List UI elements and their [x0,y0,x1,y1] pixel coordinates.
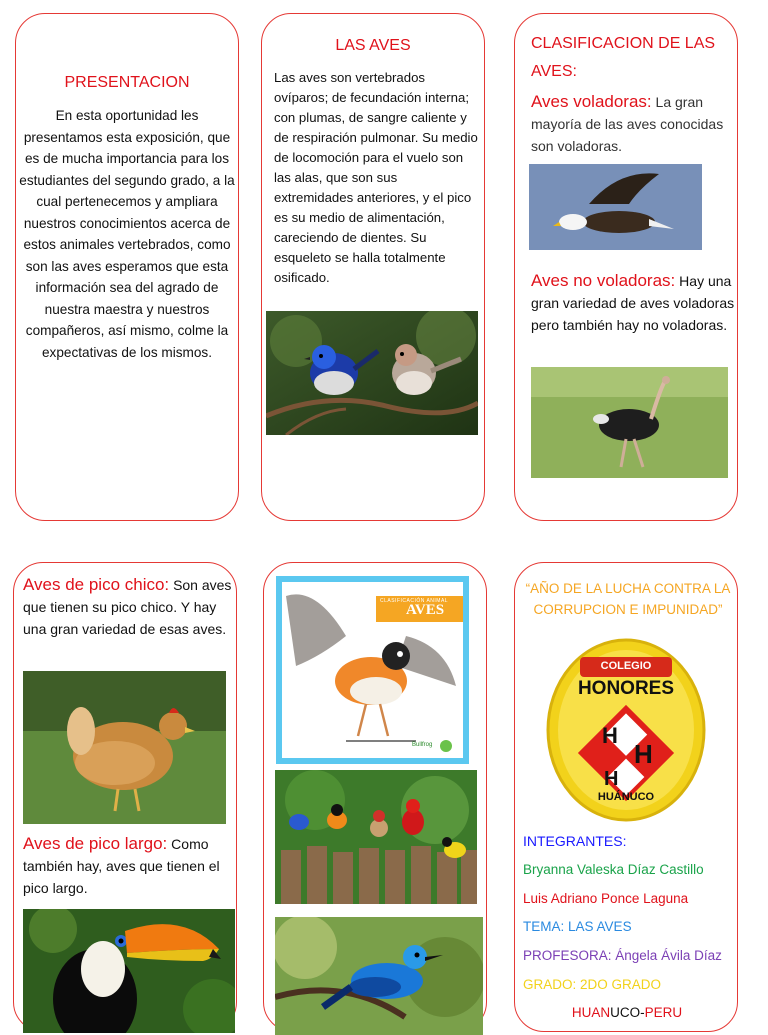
place-part-2: UCO- [610,1005,645,1020]
book-series: CLASIFICACIÓN ANIMAL [380,598,449,604]
flying-text: La gran mayoría de las aves conocidas son voladoras. [531,94,724,154]
clasificacion-title: CLASIFICACION DE LAS AVES: [531,35,716,80]
panel-clasificacion [514,13,738,521]
members-label: INTEGRANTES: [523,833,627,849]
tema-label: TEMA: [523,919,565,934]
svg-text:H: H [634,739,653,769]
svg-text:H: H [602,723,618,748]
presentacion-text: En esta oportunidad les presentamos esta exposición, que es de mucha importancia para los estudiantes del segundo grado, a la cual pertenecemos y ampliara nuestros conocimientos acerca de estos animales vertebrados, como son las aves esperamos que esta información sea del agrado de nuestra maestra y nuestros compañeros, así mismo, colme la expectativas de los mismos. [19,108,235,360]
profesora-value: Ángela Ávila Díaz [615,948,722,963]
panel-picos [13,562,237,1032]
book-title: AVES [406,602,445,618]
panel-imagenes [263,562,487,1032]
place-line [515,1005,739,1020]
ostrich-photo [531,367,728,478]
grado-label: GRADO: [523,977,577,992]
long-beak-section [23,833,235,899]
long-beak-label: Aves de pico largo: [23,834,168,853]
las-aves-text: Las aves son vertebrados ovíparos; de fecundación interna; con plumas, de sangre caliente y de respiración pulmonar. Su medio de locomoción para el vuelo son las alas, que son sus extremidades anteriores, y el pico es su medio de alimentación, careciendo de dientes. Su esqueleto se halla totalmente osificado. [274,70,478,285]
nonflying-label: Aves no voladoras: [531,271,676,290]
logo-top-text: COLEGIO [600,660,652,672]
member-1: Bryanna Valeska Díaz Castillo [523,862,704,877]
eagle-photo [529,164,702,250]
wrens-photo [266,311,478,435]
book-cover [276,576,469,764]
tema-value: LAS AVES [568,919,632,934]
logo-city: HUÁNUCO [597,791,655,803]
svg-text:H: H [604,768,619,790]
presentacion-title: PRESENTACION [64,74,190,91]
tema-line [523,919,632,934]
las-aves-title: LAS AVES [335,37,411,54]
logo-name: HONORES [577,678,675,699]
blue-bird-photo [275,917,483,1035]
motto: “AÑO DE LA LUCHA CONTRA LA CORRUPCION E IMPUNIDAD” [525,581,731,617]
short-beak-section [23,574,235,640]
panel-las-aves [261,13,485,521]
school-logo [546,635,706,825]
place-part-3: PERU [644,1005,683,1020]
flying-section [531,91,737,157]
panel-portada [514,562,738,1032]
songbirds-fence-photo [275,770,477,904]
grado-value: 2DO GRADO [580,977,662,992]
flying-label: Aves voladoras: [531,92,652,111]
nonflying-text: Hay una gran variedad de aves voladoras pero también hay no voladoras. [531,273,735,333]
nonflying-section [531,270,737,336]
short-beak-label: Aves de pico chico: [23,575,170,594]
member-2: Luis Adriano Ponce Laguna [523,891,689,906]
hen-photo [23,671,226,824]
toucan-photo [23,909,235,1033]
short-beak-text: Son aves que tienen su pico chico. Y hay una gran variedad de esas aves. [23,577,232,637]
grado-line [523,977,661,992]
book-publisher: Bullfrog [412,742,433,748]
profesora-line [523,948,722,963]
place-part-1: HUAN [571,1005,611,1020]
long-beak-text: Como también hay, aves que tienen el pico largo. [23,836,220,896]
panel-presentacion [15,13,239,521]
profesora-label: PROFESORA: [523,948,612,963]
